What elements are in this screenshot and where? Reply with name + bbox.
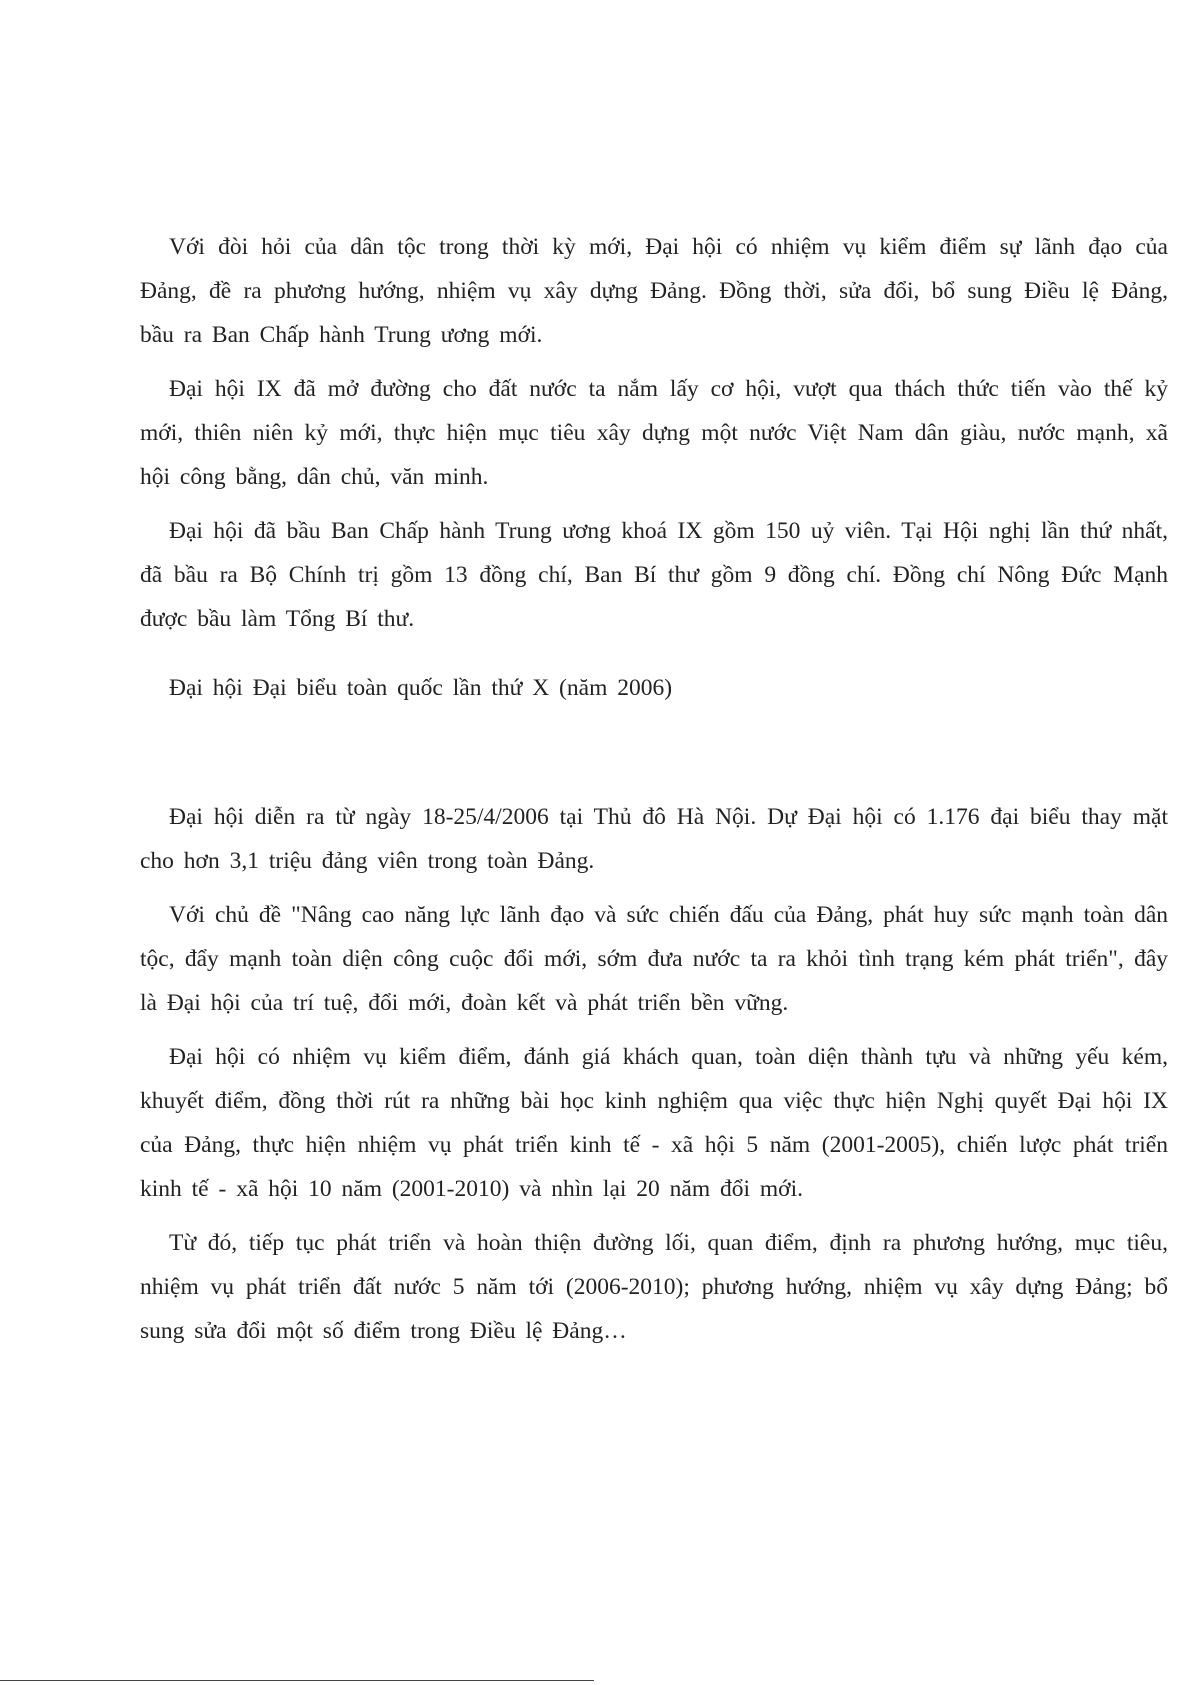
section-heading: Đại hội Đại biểu toàn quốc lần thứ X (năm 2006) (169, 675, 673, 701)
paragraph-6: Đại hội có nhiệm vụ kiểm điểm, đánh giá khách quan, toàn diện thành tựu và những yếu kém, khuyết điểm, đồng thời rút ra những bài học kinh nghiệm qua việc thực hiện Nghị quyết Đại hội IX của Đảng, thực hiện nhiệm vụ phát triển kinh tế - xã hội 5 năm (2001-2005), chiến lược phát triển kinh tế - xã hội 10 năm (2001-2010) và nhìn lại 20 năm đổi mới. (140, 1044, 1168, 1202)
paragraph-4: Đại hội diễn ra từ ngày 18-25/4/2006 tại Thủ đô Hà Nội. Dự Đại hội có 1.176 đại biểu thay mặt cho hơn 3,1 triệu đảng viên trong toàn Đảng. (140, 804, 1168, 874)
section-x-text (140, 795, 1168, 1353)
paragraph-2: Đại hội IX đã mở đường cho đất nước ta nắm lấy cơ hội, vượt qua thách thức tiến vào thế kỷ mới, thiên niên kỷ mới, thực hiện mục tiêu xây dựng một nước Việt Nam dân giàu, nước mạnh, xã hội công bằng, dân chủ, văn minh. (140, 376, 1168, 490)
paragraph-3: Đại hội đã bầu Ban Chấp hành Trung ương khoá IX gồm 150 uỷ viên. Tại Hội nghị lần thứ nhất, đã bầu ra Bộ Chính trị gồm 13 đồng chí, Ban Bí thư gồm 9 đồng chí. Đồng chí Nông Đức Mạnh được bầu làm Tổng Bí thư. (140, 518, 1168, 632)
paragraph-1: Với đòi hỏi của dân tộc trong thời kỳ mới, Đại hội có nhiệm vụ kiểm điểm sự lãnh đạo của Đảng, đề ra phương hướng, nhiệm vụ xây dựng Đảng. Đồng thời, sửa đổi, bổ sung Điều lệ Đảng, bầu ra Ban Chấp hành Trung ương mới. (140, 234, 1168, 348)
footnote-divider (0, 1680, 594, 1681)
paragraph-5: Với chủ đề "Nâng cao năng lực lãnh đạo và sức chiến đấu của Đảng, phát huy sức mạnh toàn dân tộc, đẩy mạnh toàn diện công cuộc đổi mới, sớm đưa nước ta ra khỏi tình trạng kém phát triển", đây là Đại hội của trí tuệ, đổi mới, đoàn kết và phát triển bền vững. (140, 902, 1168, 1016)
section-ix-text (140, 225, 1168, 641)
paragraph-7: Từ đó, tiếp tục phát triển và hoàn thiện đường lối, quan điểm, định ra phương hướng, mục tiêu, nhiệm vụ phát triển đất nước 5 năm tới (2006-2010); phương hướng, nhiệm vụ xây dựng Đảng; bổ sung sửa đổi một số điểm trong Điều lệ Đảng… (140, 1230, 1168, 1344)
